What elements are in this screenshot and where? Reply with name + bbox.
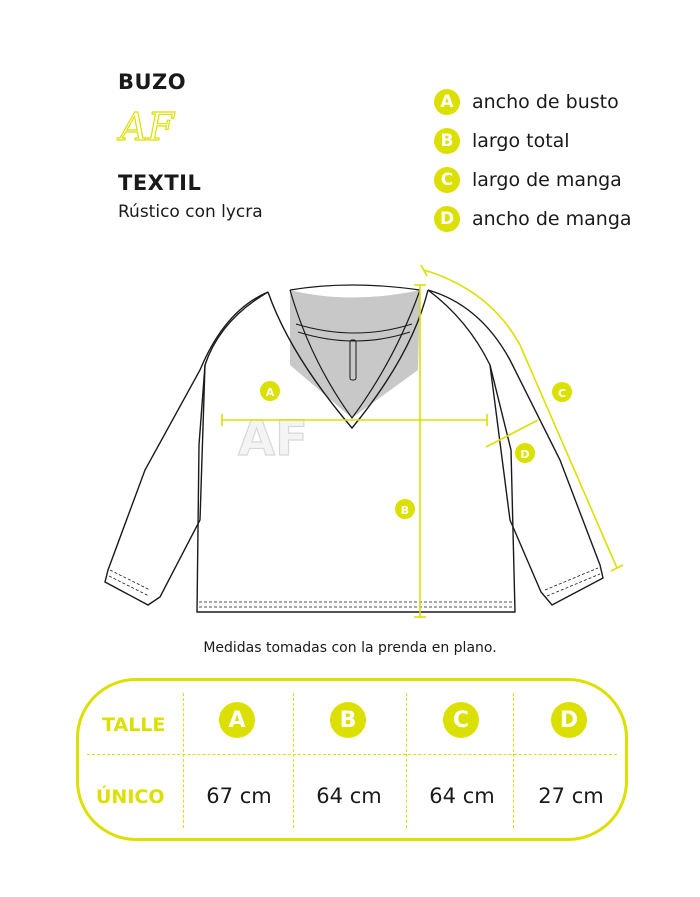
legend-item-a bbox=[434, 89, 619, 115]
marker-d-label: D bbox=[520, 448, 530, 461]
neck-interior bbox=[290, 290, 420, 418]
product-subtitle: TEXTIL bbox=[118, 171, 202, 195]
column-header-c: C bbox=[443, 702, 479, 738]
legend-item-c bbox=[434, 167, 622, 193]
table-cell-b: 64 cm bbox=[316, 784, 382, 808]
legend-label-a: ancho de busto bbox=[472, 91, 619, 113]
legend-item-d bbox=[434, 206, 632, 232]
marker-a-label: A bbox=[265, 386, 275, 399]
legend-item-b bbox=[434, 128, 570, 154]
table-cell-c: 64 cm bbox=[429, 784, 495, 808]
brand-logo-text: AF bbox=[120, 105, 174, 149]
legend-badge-a: A bbox=[434, 89, 460, 115]
legend-badge-b: B bbox=[434, 128, 460, 154]
hem-stitch bbox=[199, 602, 513, 607]
measure-d-line bbox=[486, 420, 538, 447]
product-material: Rústico con lycra bbox=[118, 202, 263, 222]
legend-label-d: ancho de manga bbox=[472, 208, 632, 230]
column-header-d: D bbox=[551, 702, 587, 738]
marker-c-label: C bbox=[557, 387, 567, 400]
right-cuff-stitch bbox=[545, 568, 600, 596]
left-cuff-stitch bbox=[109, 570, 150, 596]
neck-back bbox=[290, 285, 420, 290]
column-header-b: B bbox=[330, 702, 366, 738]
table-row-divider bbox=[87, 754, 617, 755]
brand-logo bbox=[116, 100, 206, 150]
watermark: AF bbox=[238, 411, 308, 467]
size-table bbox=[76, 678, 628, 841]
legend-label-b: largo total bbox=[472, 130, 570, 152]
table-cell-a: 67 cm bbox=[206, 784, 272, 808]
column-header-a: A bbox=[219, 702, 255, 738]
legend-label-c: largo de manga bbox=[472, 169, 622, 191]
table-cell-d: 27 cm bbox=[538, 784, 604, 808]
size-value: ÚNICO bbox=[96, 786, 165, 808]
size-header: TALLE bbox=[102, 714, 166, 736]
legend-badge-d: D bbox=[434, 206, 460, 232]
legend-badge-c: C bbox=[434, 167, 460, 193]
marker-b-label: B bbox=[400, 504, 410, 517]
product-title: BUZO bbox=[118, 70, 187, 94]
measure-c-line bbox=[424, 270, 617, 568]
garment-diagram bbox=[0, 255, 700, 635]
measurement-note: Medidas tomadas con la prenda en plano. bbox=[203, 640, 497, 656]
